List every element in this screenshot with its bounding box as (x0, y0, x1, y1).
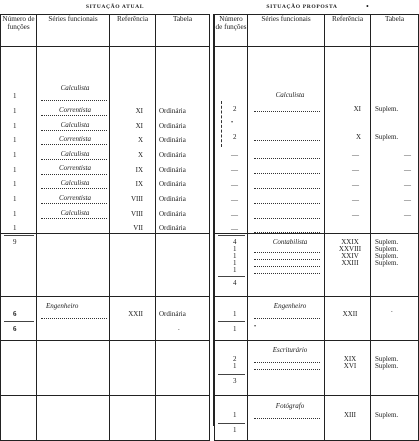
col-header-num: Número de funções (1, 15, 37, 47)
sum-line (4, 321, 34, 322)
ref-value: XVI (343, 362, 357, 370)
right-engenheiro-series (248, 297, 325, 341)
left-calculista-refs (110, 47, 156, 234)
ref-value: XXIX (341, 238, 359, 246)
right-escriturario-nums (215, 341, 248, 396)
table-value: Ordinária (159, 107, 186, 115)
num-3: 1 (13, 122, 17, 130)
right-escriturario-tables (371, 341, 419, 396)
num-dash: — (231, 196, 238, 204)
ref-value: XXIV (341, 252, 359, 260)
sum-line (218, 276, 245, 277)
num-value: 1 (233, 362, 237, 370)
series-title: Calculista (60, 121, 90, 129)
num-dash: — (231, 225, 238, 233)
num-value: 1 (233, 411, 237, 419)
dots-leader (254, 111, 320, 112)
col-header-num: Número de funções (215, 15, 248, 47)
series-title: Calculista (275, 91, 305, 99)
num-10: 1 (13, 224, 17, 232)
left-calculista-series (37, 47, 110, 234)
right-calculista-refs (325, 47, 371, 234)
dots-leader (254, 369, 320, 370)
right-fotografo-ref (325, 396, 371, 441)
left-calculista-nums (1, 47, 37, 246)
left-engenheiro-ref (110, 297, 156, 341)
table-value: Ordinária (159, 210, 186, 218)
dots-leader (254, 418, 320, 419)
right-engenheiro-ref (325, 297, 371, 341)
right-contabilista-series (248, 234, 325, 297)
table-value: Ordinária (159, 122, 186, 130)
total-num: 6 (13, 325, 17, 333)
dots-leader (254, 188, 320, 189)
right-fotografo-table (371, 396, 419, 441)
dots-leader (41, 130, 107, 131)
table-value: Suplem. (375, 362, 399, 370)
num-6: 1 (13, 166, 17, 174)
ref-value: X (137, 151, 143, 159)
series-title: Contabilista (272, 238, 308, 246)
total-num: 4 (233, 279, 237, 287)
table-dash: — (404, 166, 411, 174)
dots-leader (254, 252, 320, 253)
dots-leader (41, 218, 107, 219)
ref-dash: — (352, 151, 359, 159)
left-table (0, 14, 210, 441)
dots-leader (254, 173, 320, 174)
table-value: Suplem. (375, 355, 399, 363)
series-title: Correntista (58, 164, 92, 172)
dots-leader (41, 144, 107, 145)
num-value: 2 (233, 133, 237, 141)
dot-mark: . (391, 306, 393, 314)
num-value: 1 (233, 259, 237, 267)
ref-dash: — (352, 181, 359, 189)
num-4: 1 (13, 136, 17, 144)
num-8: 1 (13, 195, 17, 203)
left-engenheiro-num (1, 297, 37, 341)
right-contabilista-nums (215, 234, 248, 297)
num-mark: • (231, 120, 234, 126)
dots-leader (41, 115, 107, 116)
table-value: Ordinária (159, 195, 186, 203)
num-value: 6 (13, 310, 17, 318)
ref-value: XIX (343, 355, 357, 363)
table-dash: — (404, 211, 411, 219)
table-value: Suplem. (375, 259, 399, 267)
num-value: 1 (233, 252, 237, 260)
table-value: Suplem. (375, 238, 399, 246)
num-dash: — (231, 151, 238, 159)
num-dash: — (231, 181, 238, 189)
series-title: Correntista (58, 135, 92, 143)
table-value: Suplem. (375, 411, 399, 419)
right-contabilista-tables (371, 234, 419, 297)
ref-value: X (137, 136, 143, 144)
ref-value: VIII (130, 195, 143, 203)
right-engenheiro-table (371, 297, 419, 341)
num-7: 1 (13, 180, 17, 188)
table-value: Suplem. (375, 133, 399, 141)
dots-leader (254, 259, 320, 260)
ref-dash: — (352, 166, 359, 174)
total-num: 1 (233, 325, 237, 333)
dots-leader (254, 218, 320, 219)
col-header-series: Séries funcionais (248, 15, 325, 47)
left-engenheiro-table (156, 297, 210, 341)
series-title: Calculista (60, 150, 90, 158)
num-1: 1 (13, 92, 17, 100)
dots-leader (254, 266, 320, 267)
num-value: 2 (233, 105, 237, 113)
ref-value: VIII (130, 210, 143, 218)
dots-leader (41, 100, 107, 101)
num-dash: — (231, 166, 238, 174)
num-value: 1 (233, 310, 237, 318)
right-calculista-series (248, 47, 325, 234)
sum-line (218, 423, 245, 424)
bullet-mark: • (254, 324, 257, 330)
right-fotografo-num (215, 396, 248, 441)
header-situacao-proposta: SITUAÇÃO PROPOSTA (266, 4, 338, 10)
series-title: Correntista (58, 194, 92, 202)
num-9: 1 (13, 210, 17, 218)
left-calculista-tables (156, 47, 210, 234)
dots-leader (41, 159, 107, 160)
left-engenheiro-series (37, 297, 110, 341)
series-title: Fotógrafo (275, 402, 305, 410)
table-value: Suplem. (375, 105, 399, 113)
table-value: Ordinária (159, 166, 186, 174)
right-escriturario-refs (325, 341, 371, 396)
ref-value: IX (135, 166, 143, 174)
col-header-ref: Referência (325, 15, 371, 47)
num-value: 2 (233, 355, 237, 363)
num-value: 1 (233, 245, 237, 253)
col-header-table: Tabela (156, 15, 210, 47)
total-num: 9 (13, 238, 17, 246)
table-dash: — (404, 196, 411, 204)
dots-leader (254, 158, 320, 159)
right-calculista-nums (215, 47, 248, 246)
right-table (214, 14, 419, 441)
right-fotografo-series (248, 396, 325, 441)
table-value: Ordinária (159, 151, 186, 159)
right-contabilista-refs (325, 234, 371, 297)
header-mark: • (366, 2, 369, 11)
table-value: Ordinária (159, 310, 186, 318)
ref-value: XI (353, 105, 361, 113)
ref-value: XI (135, 107, 143, 115)
num-value: 1 (233, 266, 237, 274)
right-escriturario-series (248, 341, 325, 396)
total-num: 4 (233, 238, 237, 246)
table-value: Ordinária (159, 224, 186, 232)
num-dash: — (231, 211, 238, 219)
right-engenheiro-num (215, 297, 248, 341)
ref-value: XI (135, 122, 143, 130)
total-num: 3 (233, 377, 237, 385)
ref-value: X (355, 133, 361, 141)
series-title: Escriturário (272, 346, 308, 354)
ref-value: XXIII (341, 259, 359, 267)
col-header-series: Séries funcionais (37, 15, 110, 47)
total-num: 1 (233, 426, 237, 434)
right-calculista-tables (371, 47, 419, 234)
dot-mark: . (178, 324, 180, 332)
series-title: Calculista (60, 179, 90, 187)
brace-mark (221, 101, 223, 147)
dots-leader (41, 203, 107, 204)
col-header-table: Tabela (371, 15, 419, 47)
series-title: Calculista (60, 209, 90, 217)
num-2: 1 (13, 107, 17, 115)
num-5: 1 (13, 151, 17, 159)
dots-leader (41, 188, 107, 189)
series-title: Engenheiro (273, 302, 307, 310)
dots-leader (254, 203, 320, 204)
dots-leader (41, 174, 107, 175)
col-header-ref: Referência (110, 15, 156, 47)
dots-leader (41, 318, 107, 319)
table-dash: — (404, 151, 411, 159)
series-title: Engenheiro (46, 302, 79, 310)
dots-leader (254, 362, 320, 363)
ref-value: XXVIII (338, 245, 362, 253)
table-value: Ordinária (159, 136, 186, 144)
ref-value: XIII (343, 411, 357, 419)
sum-line (218, 374, 245, 375)
table-value: Ordinária (159, 180, 186, 188)
header-situacao-atual: SITUAÇÃO ATUAL (85, 4, 145, 10)
ref-value: IX (135, 180, 143, 188)
ref-value: VII (133, 224, 143, 232)
ref-dash: — (352, 211, 359, 219)
ref-value: XXII (128, 310, 143, 318)
table-value: Suplem. (375, 245, 399, 253)
dots-leader (254, 273, 320, 274)
table-value: Suplem. (375, 252, 399, 260)
dots-leader (254, 318, 320, 319)
sum-line (218, 321, 245, 322)
series-title: Correntista (58, 106, 92, 114)
series-title: Calculista (60, 84, 90, 92)
ref-dash: — (352, 196, 359, 204)
dots-leader (254, 140, 320, 141)
ref-value: XXII (342, 310, 358, 318)
table-dash: — (404, 181, 411, 189)
